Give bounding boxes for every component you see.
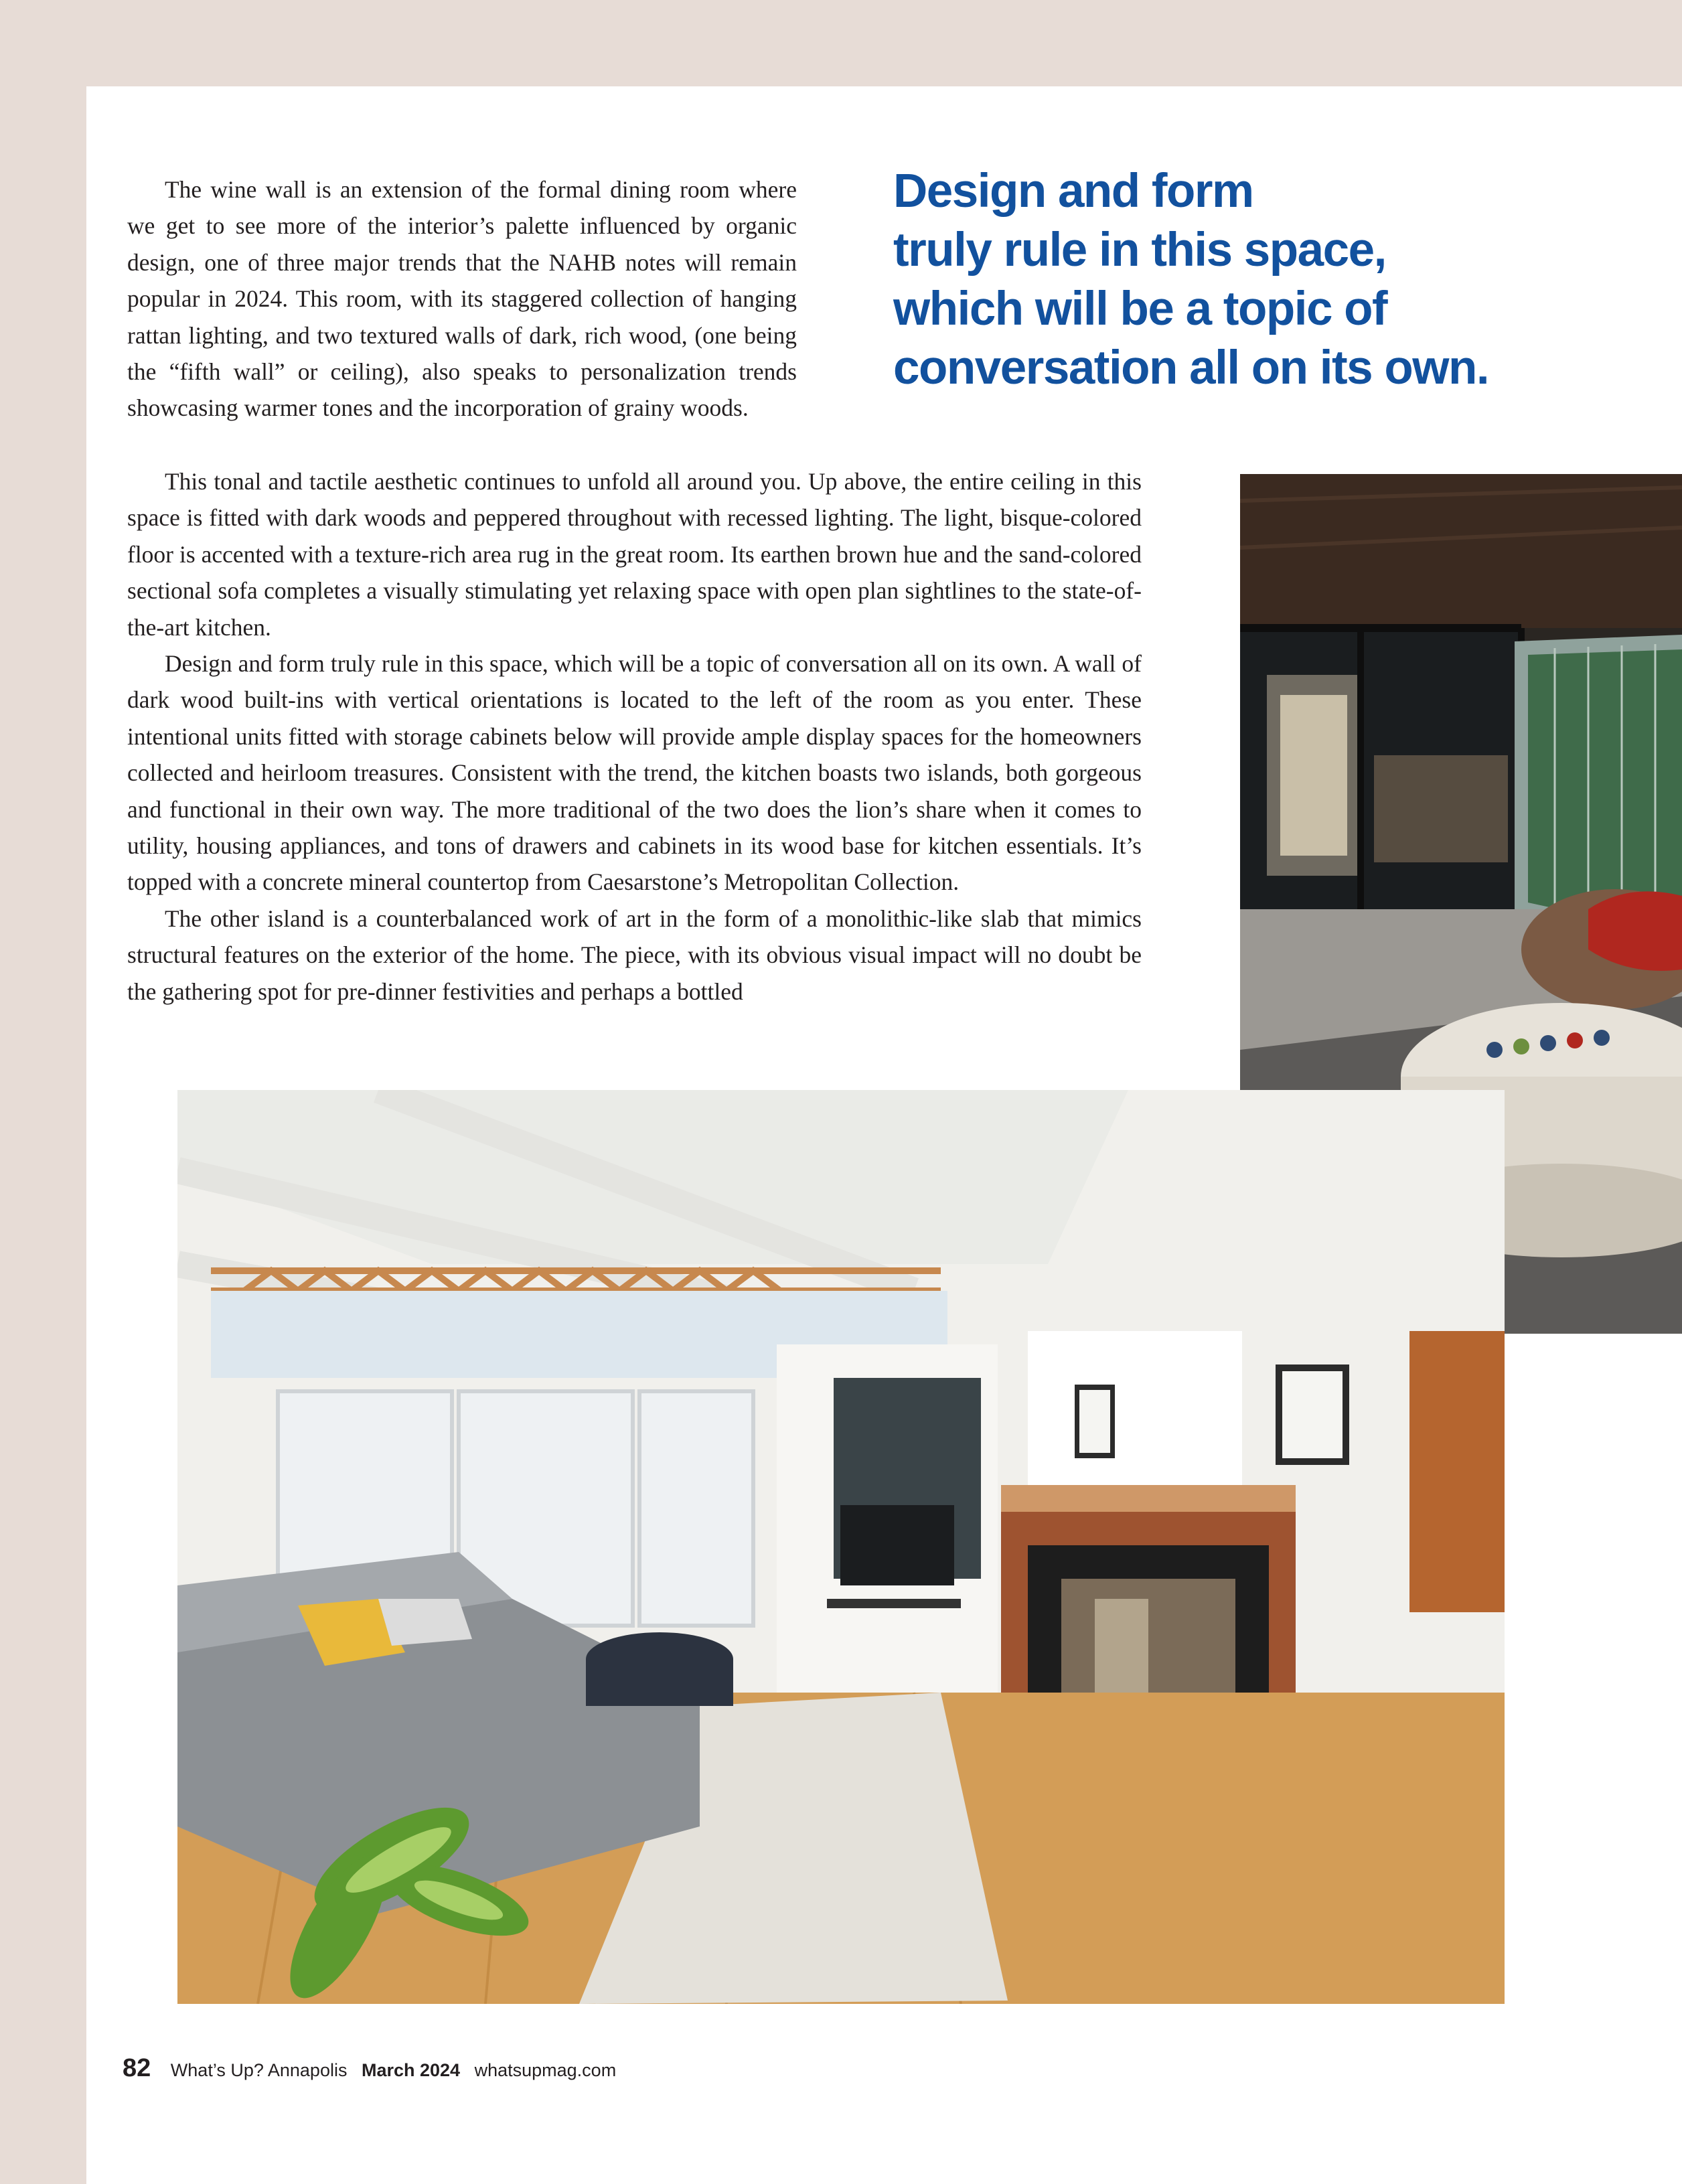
- pull-quote-line: conversation all on its own.: [893, 341, 1489, 394]
- publication-name: What’s Up? Annapolis: [170, 2060, 348, 2080]
- page-footer: [123, 2054, 616, 2083]
- living-room-illustration: [177, 1090, 1505, 2004]
- pull-quote-line: which will be a topic of: [893, 283, 1387, 335]
- pull-quote-line: Design and form: [893, 165, 1253, 218]
- article-paragraph: Design and form truly rule in this space, which will be a topic of conversation all on its own. A wall of dark wood built-ins with vertical orientations is located to the left of the room as you enter. These intentional units fitted with storage cabinets below will provide ample display spaces for the homeowners collected and heirloom treasures. Consistent with the trend, the kitchen boasts two islands, both gorgeous and functional in their own way. The more traditional of the two does the lion’s share when it comes to utility, housing appliances, and tons of drawers and cabinets in its wood base for kitchen essentials. It’s topped with a concrete mineral countertop from Caesarstone’s Metropolitan Collection.: [127, 650, 1142, 896]
- issue-date: March 2024: [361, 2060, 461, 2080]
- page-number: 82: [123, 2054, 151, 2082]
- article-paragraph: This tonal and tactile aesthetic continues to unfold all around you. Up above, the entire ceiling in this space is fitted with dark woods and peppered throughout with recessed lighting. The light, bisque-colored floor is accented with a texture-rich area rug in the great room. Its earthen brown hue and the sand-colored sectional sofa completes a visually stimulating yet relaxing space with open plan sightlines to the state-of-the-art kitchen.: [127, 468, 1142, 641]
- living-room-photo: [177, 1090, 1505, 2004]
- article-paragraph: The wine wall is an extension of the formal dining room where we get to see more of the interior’s palette influenced by organic design, one of three major trends that the NAHB notes will remain popular in 2024. This room, with its staggered collection of hanging rattan lighting, and two textured walls of dark, rich wood, (one being the “fifth wall” or ceiling), also speaks to personalization trends showcasing warmer tones and the incorporation of grainy woods.: [127, 176, 797, 422]
- article-paragraph: The other island is a counterbalanced work of art in the form of a monolithic-like slab that mimics structural features on the exterior of the home. The piece, with its obvious visual impact will no doubt be the gathering spot for pre-dinner festivities and perhaps a bottled: [127, 905, 1142, 1005]
- pull-quote-line: truly rule in this space,: [893, 224, 1386, 277]
- website-link[interactable]: whatsupmag.com: [474, 2060, 617, 2080]
- article-column-main: [127, 463, 1142, 1010]
- article-column-top: [127, 171, 797, 426]
- pull-quote: [893, 162, 1563, 398]
